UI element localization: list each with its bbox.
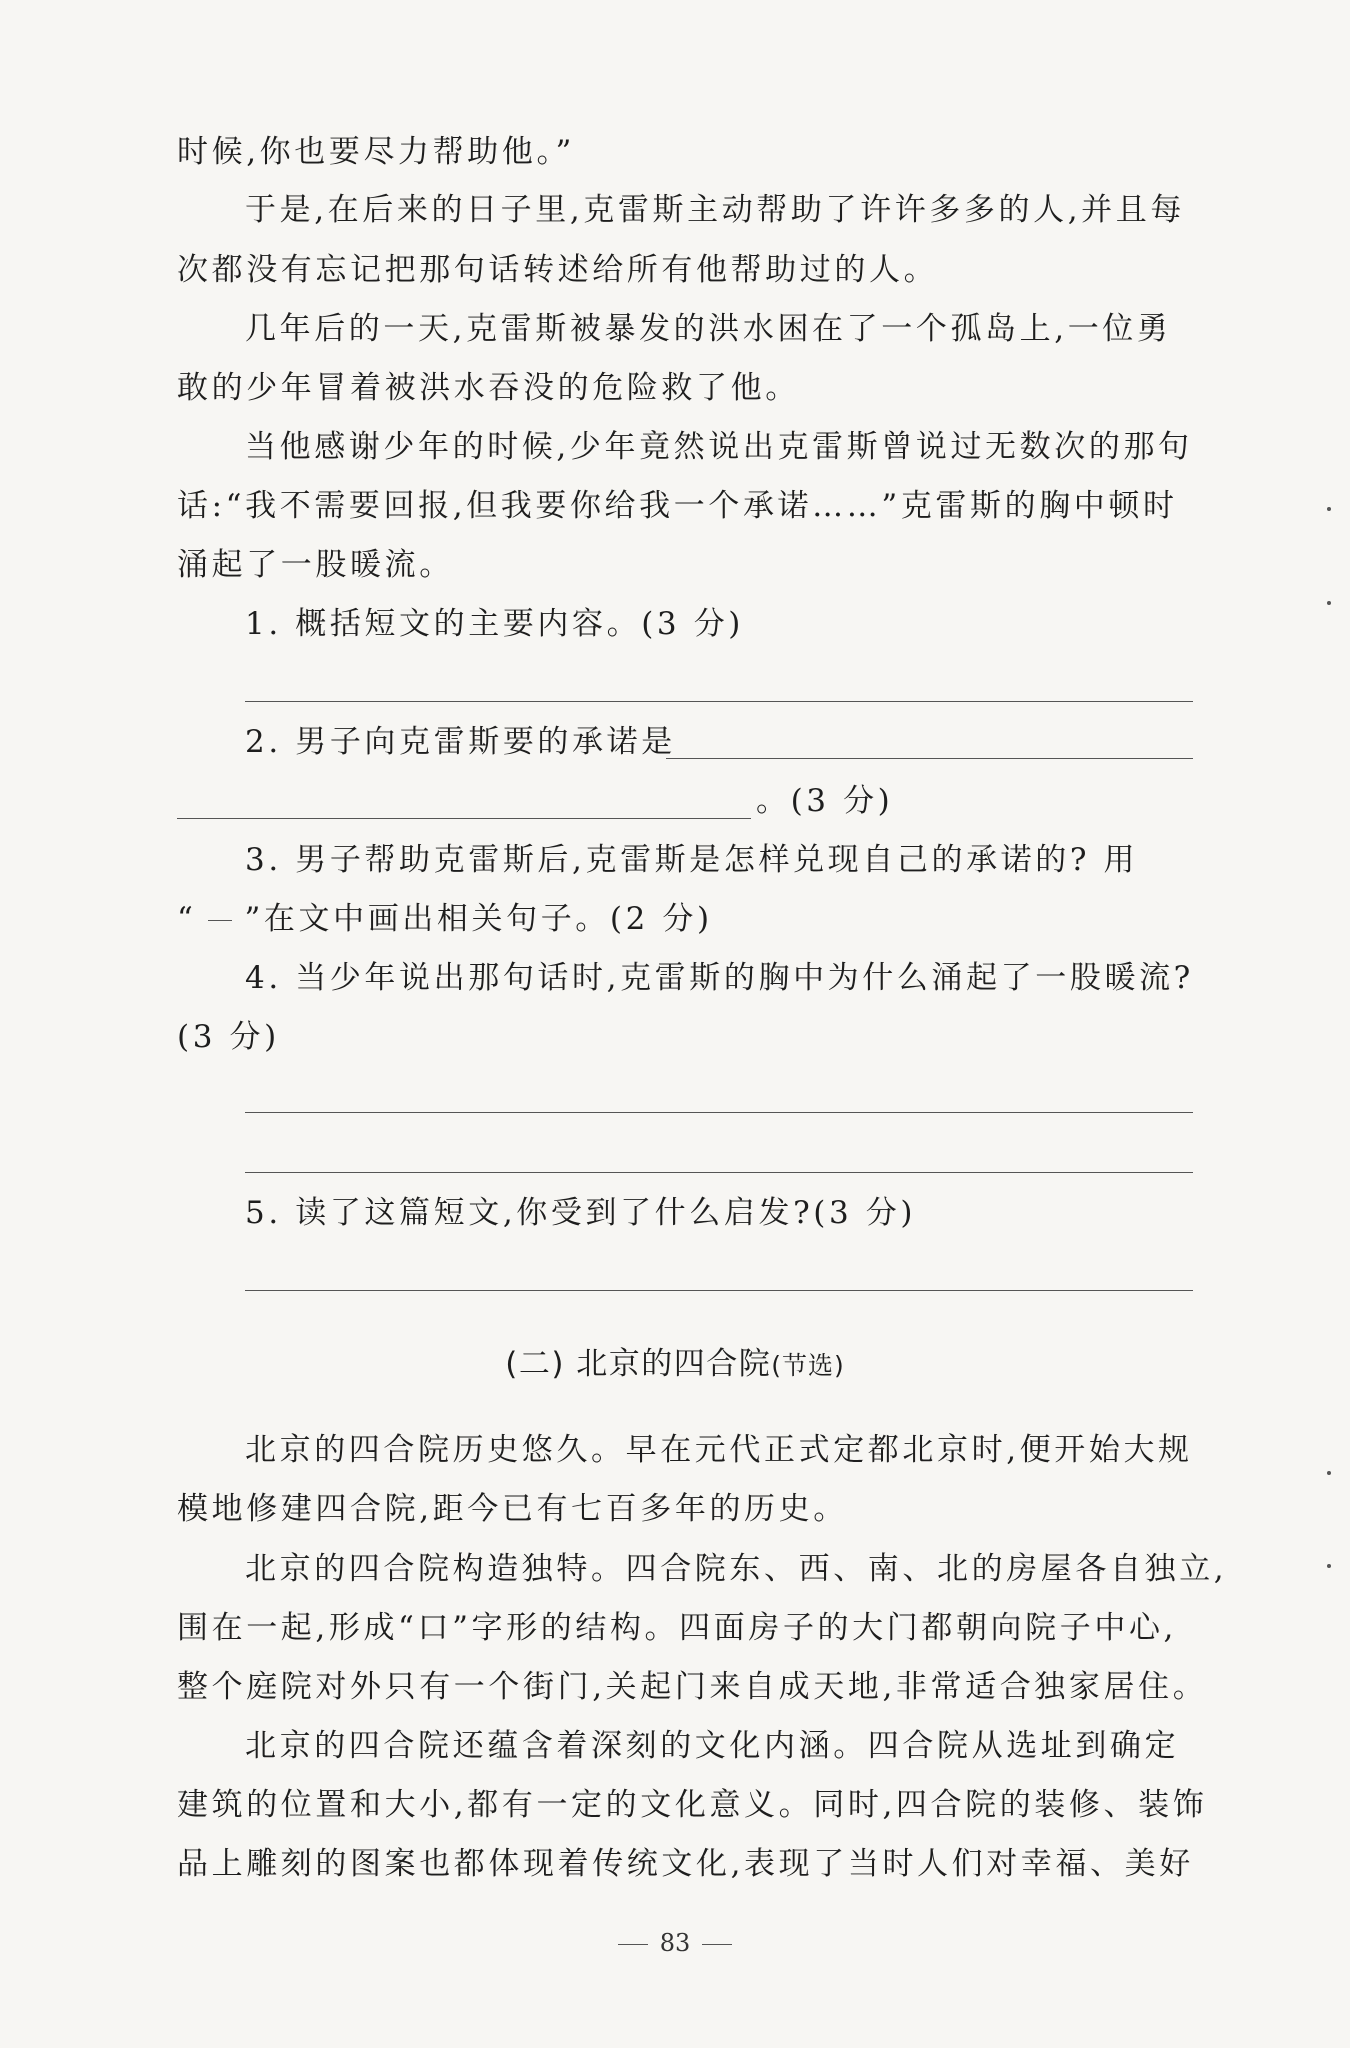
quote-open: “ — [177, 901, 197, 937]
question-1: 1. 概括短文的主要内容。(3 分) — [245, 606, 744, 642]
margin-mark — [1327, 1564, 1331, 1568]
section2-line: 整个庭院对外只有一个街门,关起门来自成天地,非常适合独家居住。 — [177, 1669, 1208, 1705]
story-line: 几年后的一天,克雷斯被暴发的洪水困在了一个孤岛上,一位勇 — [245, 311, 1172, 347]
question-5: 5. 读了这篇短文,你受到了什么启发?(3 分) — [245, 1195, 917, 1231]
page-number-value: 83 — [659, 1929, 691, 1957]
answer-line-q4b[interactable] — [245, 1172, 1193, 1173]
margin-mark — [1327, 507, 1331, 511]
question-3: 3. 男子帮助克雷斯后,克雷斯是怎样兑现自己的承诺的? 用 — [245, 842, 1139, 878]
story-line: 话:“我不需要回报,但我要你给我一个承诺……”克雷斯的胸中顿时 — [177, 488, 1178, 524]
section2-line: 北京的四合院构造独特。四合院东、西、南、北的房屋各自独立, — [245, 1551, 1228, 1587]
section2-line: 品上雕刻的图案也都体现着传统文化,表现了当时人们对幸福、美好 — [177, 1846, 1194, 1882]
page-number — [0, 1928, 1350, 1958]
question-3-cont — [177, 899, 713, 939]
answer-line-q4a[interactable] — [245, 1112, 1193, 1113]
section-title — [0, 1344, 1350, 1386]
story-line: 于是,在后来的日子里,克雷斯主动帮助了许许多多的人,并且每 — [245, 192, 1185, 228]
section2-line: 模地修建四合院,距今已有七百多年的历史。 — [177, 1491, 848, 1527]
underline-mark — [208, 920, 232, 921]
story-line: 当他感谢少年的时候,少年竟然说出克雷斯曾说过无数次的那句 — [245, 429, 1193, 465]
quote-close-text: ”在文中画出相关句子。(2 分) — [244, 901, 713, 937]
question-2: 2. 男子向克雷斯要的承诺是 — [245, 724, 676, 760]
page-number-dash-right — [702, 1944, 732, 1945]
section2-line: 建筑的位置和大小,都有一定的文化意义。同时,四合院的装修、装饰 — [177, 1787, 1208, 1823]
section2-line: 围在一起,形成“口”字形的结构。四面房子的大门都朝向院子中心, — [177, 1610, 1178, 1646]
question-2-score: 。(3 分) — [756, 783, 894, 819]
section2-line: 北京的四合院还蕴含着深刻的文化内涵。四合院从选址到确定 — [245, 1728, 1180, 1764]
answer-line-q2b[interactable] — [177, 818, 751, 819]
page-number-dash-left — [618, 1944, 648, 1945]
question-4: 4. 当少年说出那句话时,克雷斯的胸中为什么涌起了一股暖流? — [245, 960, 1194, 996]
section-title-main: (二) 北京的四合院 — [505, 1346, 772, 1382]
answer-line-q1[interactable] — [245, 701, 1193, 702]
story-line: 时候,你也要尽力帮助他。” — [177, 134, 576, 170]
section2-line: 北京的四合院历史悠久。早在元代正式定都北京时,便开始大规 — [245, 1432, 1193, 1468]
margin-mark — [1327, 601, 1331, 605]
story-line: 敢的少年冒着被洪水吞没的危险救了他。 — [177, 370, 800, 406]
story-line: 涌起了一股暖流。 — [177, 547, 454, 583]
margin-mark — [1327, 1471, 1331, 1475]
answer-line-q2a[interactable] — [666, 758, 1193, 759]
story-line: 次都没有忘记把那句话转述给所有他帮助过的人。 — [177, 252, 939, 288]
answer-line-q5[interactable] — [245, 1290, 1193, 1291]
question-4-score: (3 分) — [177, 1019, 280, 1055]
section-title-note: (节选) — [771, 1351, 845, 1380]
